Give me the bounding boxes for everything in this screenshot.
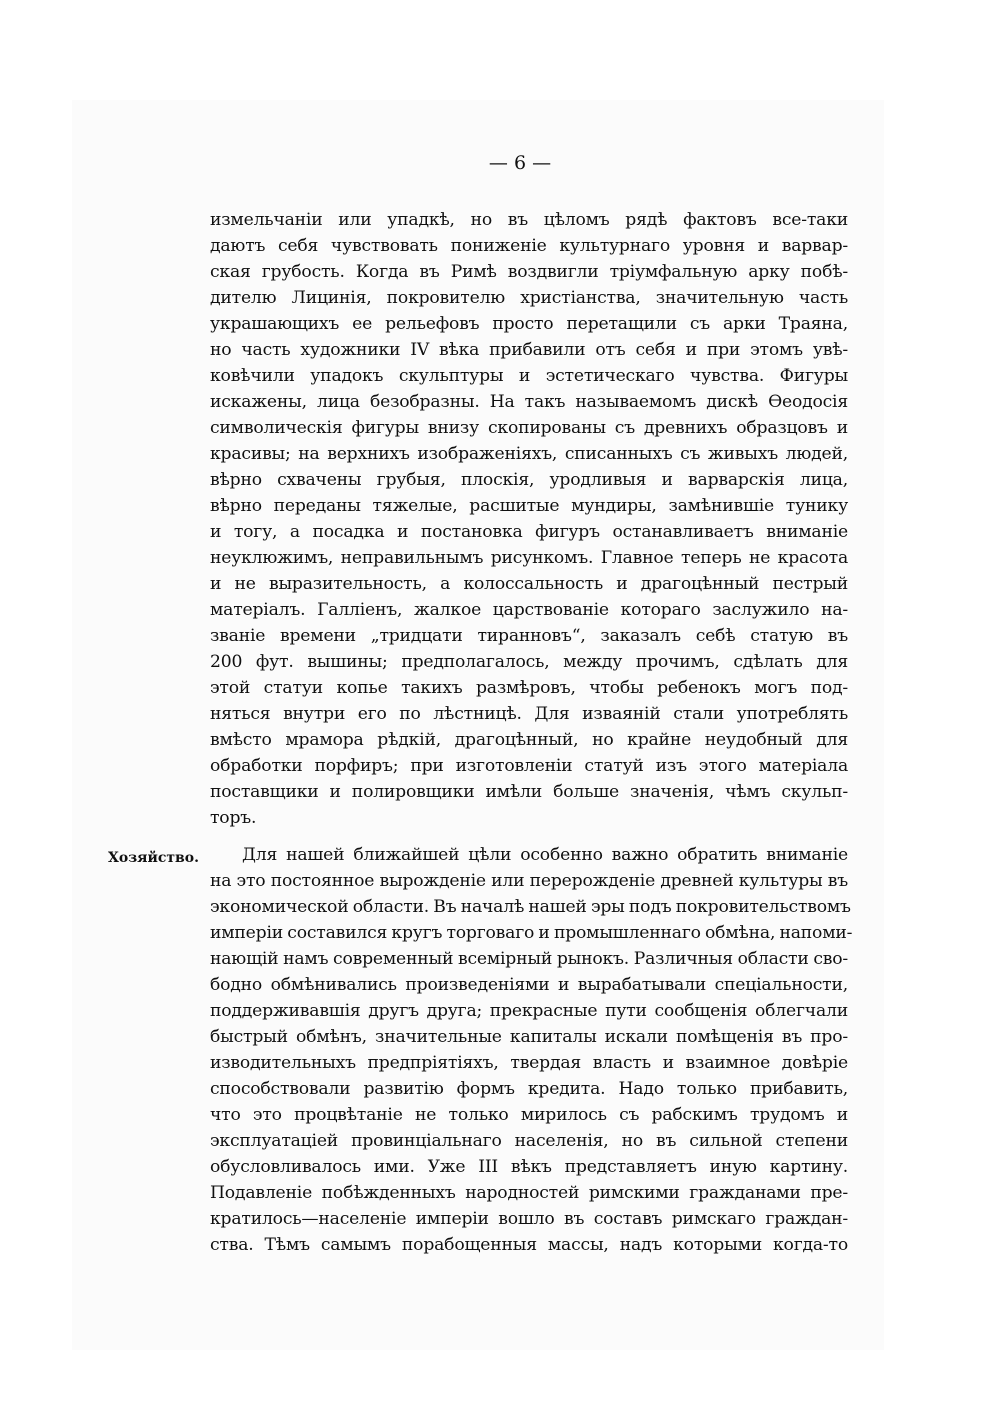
text-line: ства. Тѣмъ самымъ порабощенныя массы, надъ которыми когда-то — [210, 1235, 848, 1255]
text-line: ковѣчили упадокъ скульптуры и эстетическаго чувства. Фигуры — [210, 366, 848, 386]
text-line: этой статуи копье такихъ размѣровъ, чтобы ребенокъ могъ под- — [210, 678, 848, 698]
text-line: экономической области. Въ началѣ нашей эры подъ покровительствомъ — [210, 897, 851, 917]
text-line: Для нашей ближайшей цѣли особенно важно обратить вниманiе — [242, 845, 848, 865]
text-line: символическiя фигуры внизу скопированы съ древнихъ образцовъ и — [210, 418, 848, 438]
text-line: вѣрно переданы тяжелые, расшитые мундиры, замѣнившiе тунику — [210, 496, 848, 516]
text-line: быстрый обмѣнъ, значительные капиталы искали помѣщенiя въ про- — [210, 1027, 848, 1047]
margin-note: Хозяйство. — [108, 850, 199, 866]
text-line: 200 фут. вышины; предполагалось, между прочимъ, сдѣлать для — [210, 652, 848, 672]
text-line: кратилось—населенiе имперiи вошло въ составъ римскаго граждан- — [210, 1209, 848, 1229]
text-line: нающiй намъ современный всемiрный рынокъ. Различныя области сво- — [210, 949, 848, 969]
text-line: даютъ себя чувствовать пониженiе культурнаго уровня и варвар- — [210, 236, 848, 256]
text-line: что это процвѣтанiе не только мирилось съ рабскимъ трудомъ и — [210, 1105, 848, 1125]
text-line: поддерживавшiя другъ друга; прекрасные пути сообщенiя облегчали — [210, 1001, 848, 1021]
text-line: украшающихъ ее рельефовъ просто перетащили съ арки Траяна, — [210, 314, 848, 334]
text-line: ская грубость. Когда въ Римѣ воздвигли трiумфальную арку побѣ- — [210, 262, 848, 282]
text-line: и не выразительность, а колоссальность и драгоцѣнный пестрый — [210, 574, 848, 594]
text-line: искажены, лица безобразны. На такъ называемомъ дискѣ Ѳеодосiя — [210, 392, 848, 412]
text-line: неуклюжимъ, неправильнымъ рисункомъ. Главное теперь не красота — [210, 548, 848, 568]
text-line: вмѣсто мрамора рѣдкiй, драгоцѣнный, но крайне неудобный для — [210, 730, 848, 750]
text-line: способствовали развитiю формъ кредита. Надо только прибавить, — [210, 1079, 848, 1099]
text-line: дителю Лицинiя, покровителю христiанства, значительную часть — [210, 288, 848, 308]
text-line: званiе времени „тридцати тиранновъ“, заказалъ себѣ статую въ — [210, 626, 848, 646]
text-line: поставщики и полировщики имѣли больше значенiя, чѣмъ скульп- — [210, 782, 848, 802]
text-line: обусловливалось ими. Уже III вѣкъ представляетъ иную картину. — [210, 1157, 848, 1177]
text-line: изводительныхъ предпрiятiяхъ, твердая власть и взаимное довѣрiе — [210, 1053, 848, 1073]
text-line: эксплуатацiей провинцiальнаго населенiя, но въ сильной степени — [210, 1131, 848, 1151]
text-line: няться внутри его по лѣстницѣ. Для изваянiй стали употреблять — [210, 704, 848, 724]
text-line: торъ. — [210, 808, 257, 828]
text-line: Подавленiе побѣжденныхъ народностей римскими гражданами пре- — [210, 1183, 848, 1203]
text-line: но часть художники IV вѣка прибавили отъ себя и при этомъ увѣ- — [210, 340, 848, 360]
text-line: бодно обмѣнивались произведенiями и вырабатывали спецiальности, — [210, 975, 848, 995]
text-line: измельчанiи или упадкѣ, но въ цѣломъ рядѣ фактовъ все-таки — [210, 210, 848, 230]
text-line: матерiалъ. Галлiенъ, жалкое царствованiе котораго заслужило на- — [210, 600, 848, 620]
text-line: имперiи составился кругъ торговаго и промышленнаго обмѣна, напоми- — [210, 923, 853, 943]
text-line: вѣрно схвачены грубыя, плоскiя, уродливыя и варварскiя лица, — [210, 470, 848, 490]
text-line: обработки порфиръ; при изготовленiи статуй изъ этого матерiала — [210, 756, 848, 776]
text-line: и тогу, а посадка и постановка фигуръ останавливаетъ вниманiе — [210, 522, 848, 542]
text-line: на это постоянное вырожденiе или перерожденiе древней культуры въ — [210, 871, 848, 891]
text-line: красивы; на верхнихъ изображенiяхъ, списанныхъ съ живыхъ людей, — [210, 444, 848, 464]
page-number: — 6 — — [488, 152, 552, 174]
